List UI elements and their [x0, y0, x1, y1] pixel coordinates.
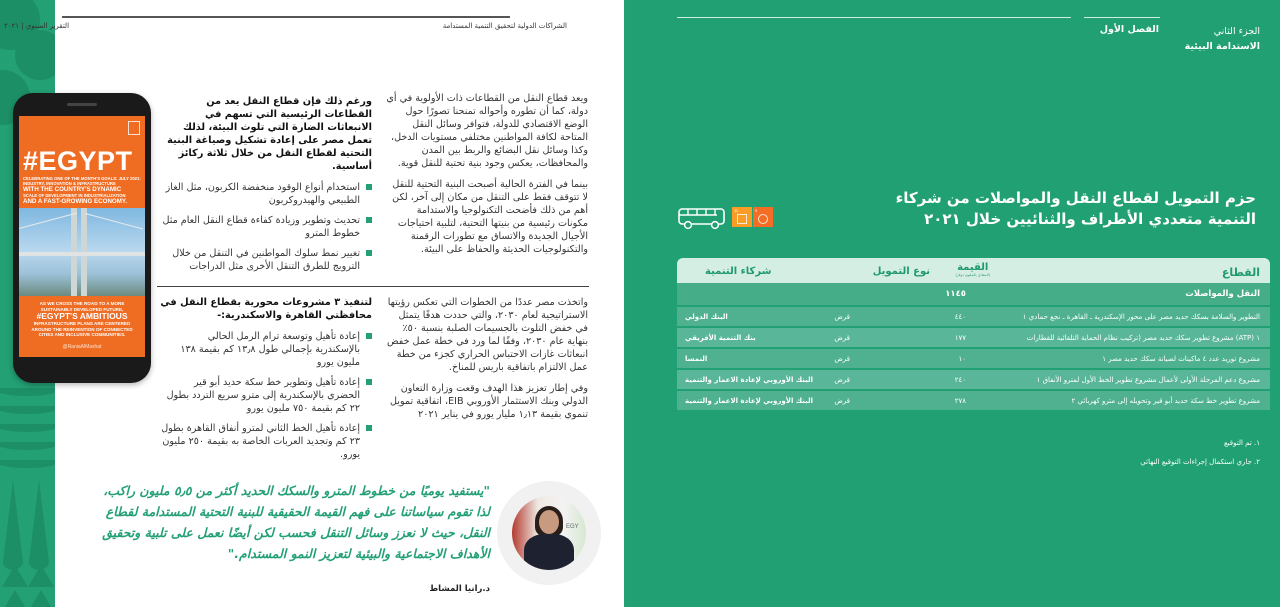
table-row	[677, 368, 1270, 389]
financing-table	[677, 258, 1270, 410]
table-row	[677, 326, 1270, 347]
table-row	[677, 389, 1270, 410]
list-item	[160, 422, 372, 461]
section-lead: ورغم ذلك فإن قطاع النقل يعد من القطاعات الرئيسية التي تسهم في الانبعاثات الضارة التي تلوث البيئة، لذلك تعمل مصر على إعادة تشكيل وصياغة البنية التحتية لقطاع النقل من خلال ثلاثة ركائز أساسية.	[167, 96, 372, 172]
table-total-row	[677, 283, 1270, 305]
cell-partner: البنك الدولي	[685, 312, 728, 321]
column-header-value	[955, 263, 990, 278]
part-title: الاستدامة البيئية	[1184, 41, 1260, 52]
footnotes	[1140, 434, 1260, 472]
cell-value: ٢٧٨	[954, 396, 966, 405]
pillars-list	[160, 181, 372, 273]
sdg-11-icon	[732, 207, 752, 227]
bullet-square-icon	[366, 217, 372, 223]
phone-sub-small: CELEBRATING ONE OF THE MONTH'S GOALS: JULY 2021: INDUSTRY, INNOVATION & INFRASTRUCTURE	[23, 176, 141, 186]
phone-hashtag-title: #EGYPT	[23, 146, 133, 176]
paragraph: وفي إطار تعزيز هذا الهدف وقعت وزارة التعاون الدولي وبنك الاستثمار الأوروبي EIB، اتفاقية تمويل تنموي بقيمة ١٫١٣ مليار يورو في يناير ٢٠٢١	[390, 383, 588, 420]
phone-subtitle	[23, 176, 141, 205]
list-item-text: تغيير نمط سلوك المواطنين في التنقل من خلال الترويج للطرق التنقل الأخرى مثل الدراجات	[172, 248, 360, 272]
avatar	[512, 496, 586, 570]
list-item-text: تحديث وتطوير وزيادة كفاءة قطاع النقل العام مثل خطوط المترو	[162, 215, 360, 239]
part-label	[1185, 24, 1260, 54]
sdg-number: 9	[755, 208, 758, 213]
bullet-square-icon	[366, 184, 372, 190]
cell-sector: مشروع دعم المرحلة الأولى لأعمال مشروع تطوير الخط الأول لمترو الأنفاق ١	[1036, 375, 1260, 384]
list-item-text: إعادة تأهيل وتطوير خط سكة حديد أبو قير الحضري بالإسكندرية إلى مترو سريع التردد بطول ٢٢ كم بقيمة ٧٥٠ مليون يورو	[166, 377, 360, 414]
section-divider	[157, 286, 589, 287]
bridge-photo	[19, 208, 145, 296]
cell-value: ٢٤٠	[954, 375, 966, 384]
projects-list	[160, 330, 372, 461]
cell-sector: التطوير والسلامة بسكك حديد مصر على محور الإسكندرية ـ القاهرة ـ نجع حمادي ١	[1022, 312, 1260, 321]
bullet-square-icon	[366, 333, 372, 339]
bullet-square-icon	[366, 250, 372, 256]
list-item-text: إعادة تأهيل الخط الثاني لمترو أنفاق القاهرة بطول ٢٣ كم وتجديد العربات الخاصة به بقيمة ٢٥٠ مليون يورو.	[161, 423, 360, 460]
cell-value: ١٠	[958, 354, 966, 363]
avatar-backdrop-text: EGY	[566, 524, 579, 530]
paragraph: بينما في الفترة الحالية أصبحت البنية التحتية للنقل لا تتوقف فقط على التنقل من مكان إلى آخر، لكن أهم من ذلك فأضحت التكنولوجيا والاستدامة مكونات رئيسية من بنيتها التحتية، لتلبية احتياجات الأجيال الجديدة والاتساق مع تطورات الرقمنة والتكنولوجيات الحديثة والحفاظ على البيئة.	[392, 179, 588, 255]
phone-mockup	[13, 93, 151, 383]
column-header-value-label: القيمة	[957, 262, 989, 273]
body-column-mid-bottom	[160, 296, 372, 468]
cell-partner: بنك التنمية الأفريقي	[685, 333, 756, 342]
section-lead: لتنفيذ ٣ مشروعات محورية بقطاع النقل في محافظتي القاهرة والاسكندرية:-	[160, 297, 372, 321]
body-column-right-top	[385, 92, 588, 264]
sdg-number: 11	[734, 208, 739, 213]
phone-quote-line-2: INFRASTRUCTURE PLANS ARE CENTERED AROUND THE REINVENTION OF CONNECTED CITIES AND INCLUSIVE COMMUNITIES.	[31, 321, 133, 337]
column-header-sector: القطاع	[1221, 266, 1260, 279]
cell-value: ١٧٧	[954, 333, 966, 342]
header-rule-short	[1084, 17, 1160, 18]
page-edge-green	[624, 0, 632, 607]
avatar-body	[524, 534, 574, 570]
bus-icon	[677, 207, 727, 231]
phone-handle: @RaniaAlMashat	[62, 344, 102, 350]
phone-screen	[19, 116, 145, 357]
sdg-logo-icon	[128, 121, 140, 135]
phone-sub-big-2: AND A FAST-GROWING ECONOMY.	[23, 198, 128, 205]
body-column-mid-top	[160, 95, 372, 280]
header-rule	[62, 16, 510, 18]
header-rule	[677, 17, 1071, 18]
body-column-right-bottom	[385, 296, 588, 429]
phone-sub-big-1: WITH THE COUNTRY'S DYNAMIC	[23, 186, 122, 193]
running-header-report: التقرير السنوي | ٢٠٢١	[4, 22, 70, 30]
phone-speaker	[67, 103, 97, 106]
cell-type: قرض	[834, 396, 850, 405]
phone-quote	[24, 301, 140, 338]
sdg-9-icon	[753, 207, 773, 227]
bullet-square-icon	[366, 379, 372, 385]
cell-partner: النمسا	[685, 354, 708, 363]
bullet-square-icon	[366, 425, 372, 431]
phone-quote-line-1: AS WE CROSS THE ROAD TO A MORE SUSTAINABLY DEVELOPED FUTURE,	[39, 301, 125, 312]
table-row	[677, 347, 1270, 368]
column-header-value-unit: (المعادل بالمليون دولار)	[955, 273, 990, 277]
part-number: الجزء الثاني	[1213, 26, 1260, 37]
cell-type: قرض	[834, 312, 850, 321]
total-sector: النقل والمواصلات	[1185, 289, 1260, 299]
cell-type: قرض	[834, 333, 850, 342]
list-item	[160, 330, 372, 369]
phone-sub-small-2: SCALE OF DEVELOPMENT IN INDUSTRIALIZATION	[23, 193, 126, 198]
list-item-text: إعادة تأهيل وتوسعة ترام الرمل الحالي بالإسكندرية بإجمالي طول ١٣٫٨ كم بقيمة ١٣٨ مليون يورو	[180, 331, 360, 368]
page-title: حزم التمويل لقطاع النقل والمواصلات من شركاء التنمية متعددي الأطراف والثنائيين خلال ٢٠٢١	[895, 189, 1256, 228]
cell-value: ٤٤٠	[954, 312, 966, 321]
list-item	[160, 247, 372, 273]
cell-sector: ١ (ATP) مشروع تطوير سكك حديد مصر (تركيب نظام الحماية التلقائية للقطارات	[1026, 333, 1260, 342]
list-item-text: استخدام أنواع الوقود منخفضة الكربون، مثل الغاز الطبيعي والهيدروكربون	[165, 182, 360, 206]
paragraph: ويعد قطاع النقل من القطاعات ذات الأولوية في أي دولة، كما أن تطوره وأحواله تمنحنا تصورًا حول الوضع الاقتصادي للدولة، فتوافر وسائل النقل المتاحة لكافة المواطنين مختلفي مستويات الدخل، وكذا وسائل نقل البضائع والربط بين المدن والمحافظات، يعكس وجود بنية تحتية للنقل قوية.	[386, 93, 588, 169]
cell-partner: البنك الأوروبي لإعادة الاعمار والتنمية	[685, 375, 814, 384]
cell-partner: البنك الأوروبي لإعادة الاعمار والتنمية	[685, 396, 814, 405]
cell-type: قرض	[834, 354, 850, 363]
cell-type: قرض	[834, 375, 850, 384]
list-item	[160, 214, 372, 240]
list-item	[160, 376, 372, 415]
table-row	[677, 305, 1270, 326]
running-header-title: الشراكات الدولية لتحقيق التنمية المستدامة	[442, 22, 567, 30]
avatar-face	[539, 510, 559, 534]
paragraph: واتخذت مصر عددًا من الخطوات التي تعكس رؤيتها الاستراتيجية لعام ٢٠٣٠، والتي حددت هدفًا يتمثل في خفض التلوث بالجسيمات الصلبة بنسبة ٥٠٪ بنهاية عام ٢٠٣٠، وفقًا لما ورد في خطة عمل خفض انبعاثات غازات الاحتباس الحراري كجزء من خطة عمل الالتزام باتفاقية باريس للمناخ.	[386, 297, 588, 373]
left-page	[0, 0, 632, 607]
list-item	[160, 181, 372, 207]
phone-quote-big: #EGYPT'S AMBITIOUS	[36, 311, 128, 321]
cell-sector: مشروع تطوير خط سكة حديد أبو قير وتحويله إلى مترو كهربائي ٢	[1071, 396, 1260, 405]
column-header-type: نوع التمويل	[872, 266, 930, 277]
column-header-partner: شركاء التنمية	[705, 266, 772, 277]
table-header-row	[677, 258, 1270, 283]
chapter-label: الفصل الأول	[1099, 24, 1159, 35]
footnote-1: ١. تم التوقيع	[1223, 439, 1260, 447]
footnote-2: ٢. جاري استكمال إجراءات التوقيع النهائي	[1140, 458, 1260, 466]
total-value: ١١٤٥	[945, 289, 966, 299]
quote-author: د.رانيا المشاط	[429, 584, 490, 594]
cell-sector: مشروع توريد عدد ٤ ماكينات لصيانة سكك حديد مصر ١	[1102, 354, 1260, 363]
pull-quote: "يستفيد يوميًا من خطوط المترو والسكك الحديد أكثر من ٥٫٥ مليون راكب، لذا تقوم سياساتنا على فهم القيمة الحقيقية للبنية التحتية المستدامة لقطاع النقل، حيث لا نعزز وسائل التنقل فحسب لكن أيضًا نعمل على تلبية وتحقيق الأهداف الاجتماعية والبيئية لتعزيز النمو المستدام."	[102, 483, 490, 561]
